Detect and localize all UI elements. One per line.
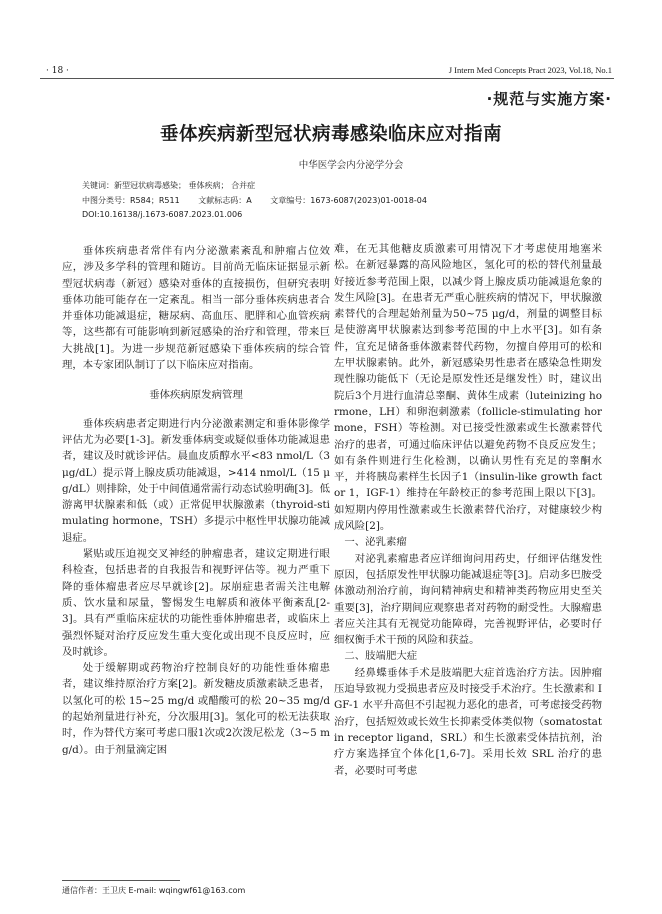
doi: DOI:10.16138/j.1673-6087.2023.01.006	[82, 210, 243, 219]
clc-number: 中图分类号：R584；R511	[82, 196, 180, 205]
article-author: 中华医学会内分泌学分会	[298, 160, 404, 171]
paragraph: 垂体疾病患者定期进行内分泌激素测定和垂体影像学评估尤为必要[1-3]。新发垂体病变或疑似垂体功能减退患者，建议及时就诊评估。晨血皮质醇水平<83 nmol/L（3 μg/dL）提示肾上腺皮质功能减退，>414 nmol/L（15 μg/dL）则排除，处于中间值通常需行动态试验明确[3]。低游离甲状腺素和低（或）正常促甲状腺激素（thyroid-stimulating hormone，TSH）多提示中枢性甲状腺功能减退症。	[62, 417, 330, 544]
page-number: · 18 ·	[46, 66, 69, 76]
keywords: 关键词：新型冠状病毒感染； 垂体疾病； 合并症	[82, 181, 256, 190]
classification-line	[82, 195, 431, 206]
journal-citation: J Intern Med Concepts Pract 2023, Vol.18, No.1	[448, 65, 612, 75]
right-column	[334, 241, 602, 779]
section-heading: 垂体疾病原发病管理	[149, 389, 243, 402]
paragraph: 对泌乳素瘤患者应详细询问用药史，仔细评估继发性原因，包括原发性甲状腺功能减退症等[3]。启动多巴胺受体激动剂治疗前，询问精神病史和精神类药物应用史至关重要[3]，治疗期间应观察患者对药物的耐受性。大腺瘤患者应关注其有无视觉功能障碍，完善视野评估，必要时仔细权衡手术干预的风险和获益。	[334, 552, 602, 647]
header-rule	[40, 78, 614, 79]
paragraph: 经鼻蝶垂体手术是肢端肥大症首选治疗方法。因肿瘤压迫导致视力受损患者应及时接受手术治疗。生长激素和 IGF-1 水平升高但不引起视力恶化的患者，可考虑接受药物治疗，包括短效或长效生长抑素受体类似物（somatostatin receptor ligand，SRL）和生长激素受体拮抗剂，治疗方案选择宜个体化[1,6-7]。采用长效 SRL 治疗的患者，必要时可考虑	[334, 666, 602, 777]
document-code: 文献标志码：A	[198, 196, 252, 205]
subsection-heading: 一、泌乳素瘤	[344, 536, 407, 549]
paragraph: 垂体疾病患者常伴有内分泌激素紊乱和肿瘤占位效应，涉及多学科的管理和随访。目前尚无临床证据显示新型冠状病毒（新冠）感染对垂体的直接损伤，但研究表明垂体功能可能存在一定紊乱。相当一部分垂体疾病患者合并垂体功能减退症，糖尿病、高血压、肥胖和心血管疾病等，这些都有可能影响到新冠感染的治疗和管理，带来巨大挑战[1]。为进一步规范新冠感染下垂体疾病的综合管理，本专家团队制订了以下临床应对指南。	[62, 245, 330, 372]
doi-line	[82, 210, 246, 219]
paragraph: 紧贴或压迫视交叉神经的肿瘤患者，建议定期进行眼科检查，包括患者的自我报告和视野评估等。视力严重下降的垂体瘤患者应尽早就诊[2]。尿崩症患者需关注电解质、饮水量和尿量，警惕发生电解质和液体平衡紊乱[2-3]。具有严重临床症状的功能性垂体肿瘤患者，或临床上强烈怀疑对治疗反应发生重大变化或出现不良反应时，应及时就诊。	[62, 548, 330, 658]
paragraph: 难，在无其他糖皮质激素可用情况下才考虑使用地塞米松。在新冠暴露的高风险地区，氢化可的松的替代剂量最好接近参考范围上限，以减少肾上腺皮质功能减退危象的发生风险[3]。在患者无严重心脏疾病的情况下，甲状腺激素替代的合理起始剂量为50~75 μg/d，剂量的调整目标是使游离甲状腺素达到参考范围的中上水平[3]。如有条件，宜充足储备垂体激素替代药物，勿擅自停用可的松和左甲状腺素钠。此外，新冠感染男性患者在感染急性期发现性腺功能低下（无论是原发性还是继发性）时，建议出院后3个月进行血清总睾酮、黄体生成素（luteinizing hormone，LH）和卵泡刺激素（follicle-stimulating hormone，FSH）等检测。对已接受性激素或生长激素替代治疗的患者，可通过临床评估以避免药物不良反应发生；如有条件则进行生化检测，以确认男性有充足的睾酮水平，并将胰岛素样生长因子1（insulin-like growth factor 1，IGF-1）维持在年龄校正的参考范围上限以下[3]。如短期内停用性激素或生长激素替代治疗，对健康较少构成风险[2]。	[334, 243, 602, 533]
subsection-heading: 二、肢端肥大症	[344, 650, 418, 663]
keywords-line	[82, 180, 259, 191]
correspondence-footnote: 通信作者：王卫庆 E-mail: wqingwf61@163.com	[62, 886, 246, 895]
section-label: ·规范与实施方案·	[486, 90, 612, 108]
footnote-rule	[62, 880, 180, 881]
article-title: 垂体疾病新型冠状病毒感染临床应对指南	[159, 124, 502, 145]
paragraph: 处于缓解期或药物治疗控制良好的功能性垂体瘤患者，建议维持原治疗方案[2]。新发糖皮质激素缺乏患者，以氢化可的松 15~25 mg/d 或醋酸可的松 20~35 mg/d 的起始剂量进行补充，分次服用[3]。氢化可的松无法获取时，作为替代方案可考虑口服1次或2次泼尼松龙（3~5 mg/d）。由于剂量滴定困	[62, 662, 330, 756]
left-column	[62, 243, 330, 758]
article-number: 文章编号：1673-6087(2023)01-0018-04	[270, 196, 427, 205]
